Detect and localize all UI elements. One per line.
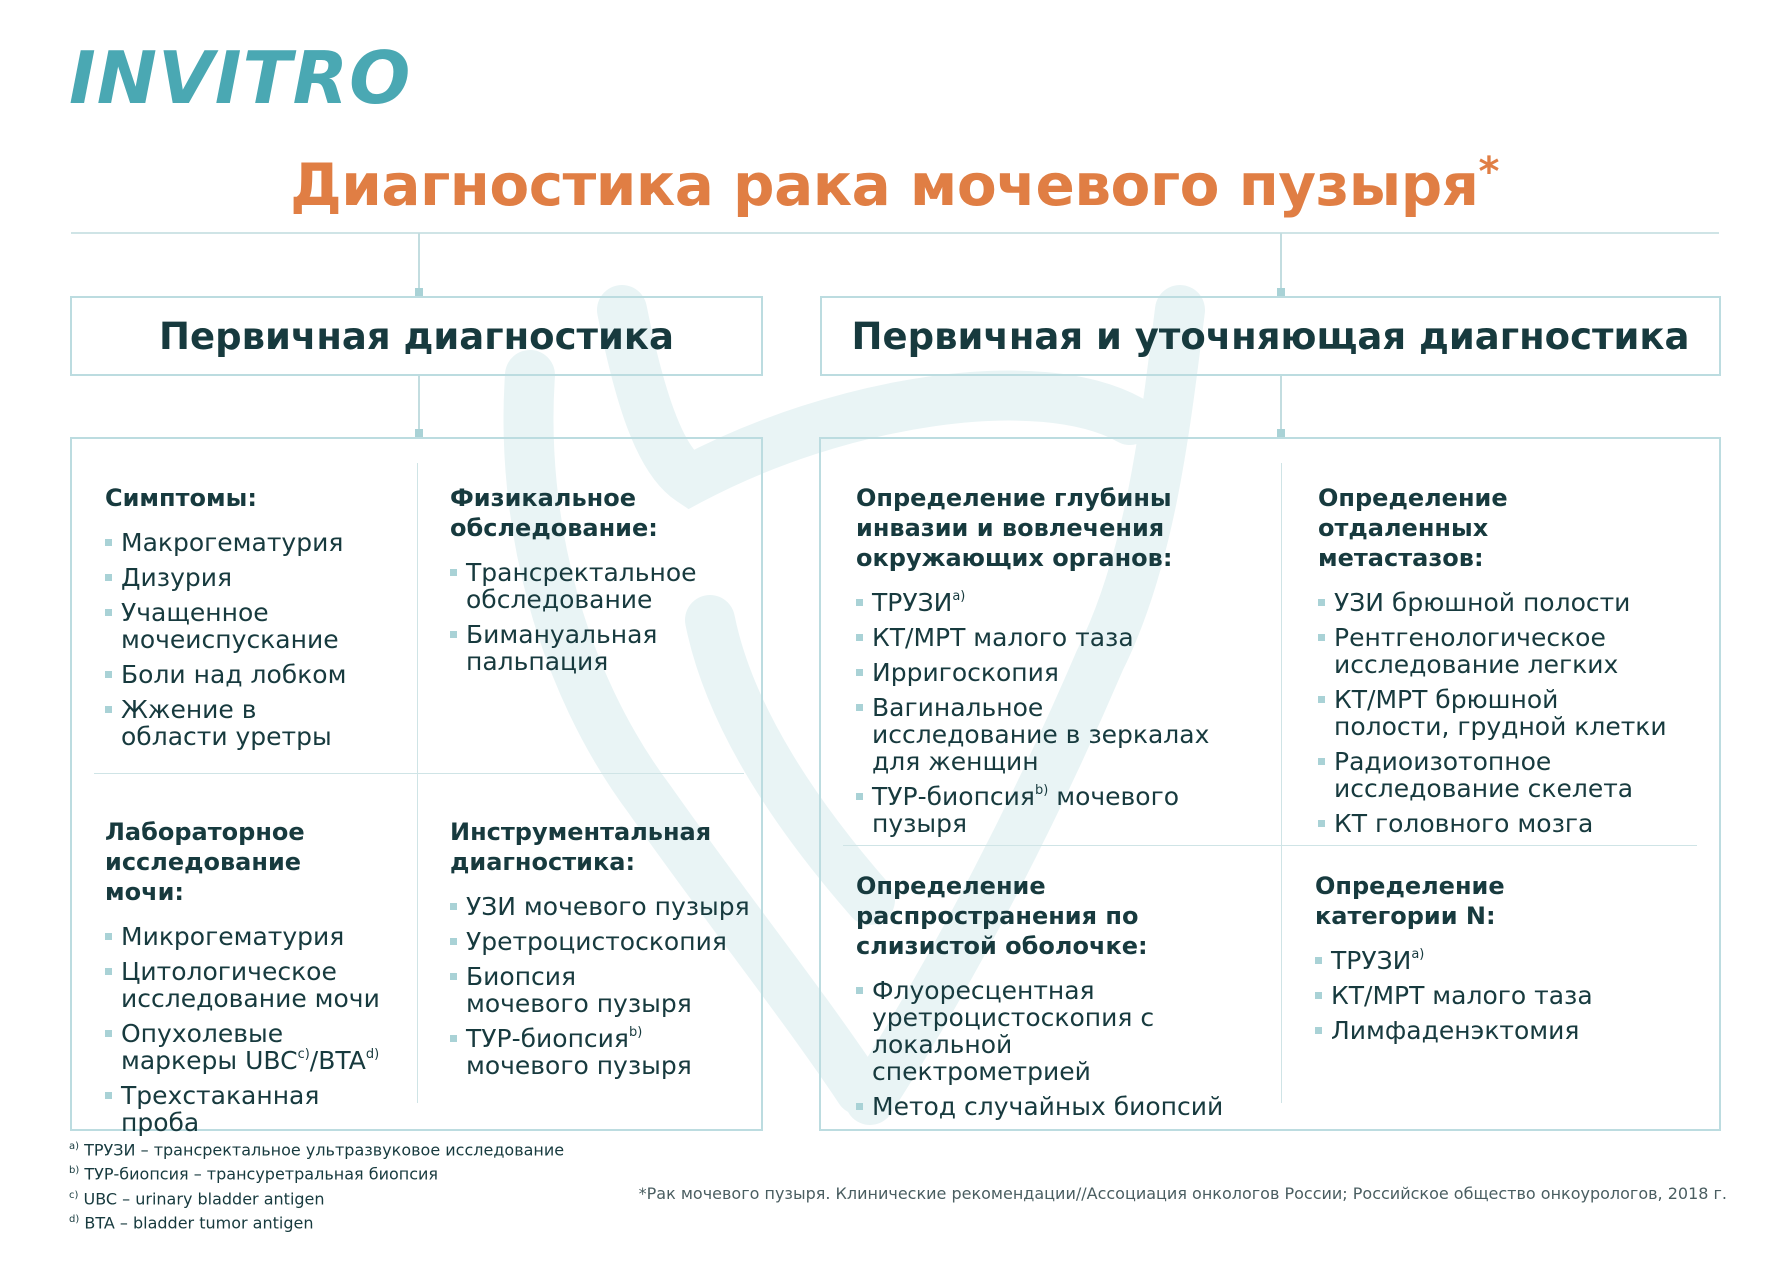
connector-dot [1277, 288, 1285, 296]
list-item-text: мочевого пузыря [872, 782, 1180, 838]
footnote-mark: a) [952, 588, 966, 604]
list-item [105, 599, 405, 653]
list-item-text: Биопсия мочевого пузыря [466, 962, 692, 1018]
footnote [69, 1136, 564, 1160]
list-item: Трехстаканная проба [105, 1082, 405, 1136]
right-vertical-divider [1281, 463, 1282, 1103]
section-invasion [856, 483, 1256, 845]
section-title [856, 483, 1256, 573]
list-item: Метод случайных биопсий [856, 1093, 1256, 1120]
section-instrumental [450, 817, 750, 1087]
page-title [0, 149, 1789, 219]
section-physical [450, 483, 750, 683]
list-item: Лимфаденэктомия [1315, 1017, 1705, 1044]
list-item-text: КТ/МРТ брюшной полости, грудной клетки [1334, 685, 1667, 741]
list-item-text: Рентгенологическое исследование легких [1334, 623, 1619, 679]
list-item [105, 958, 405, 1012]
section-category-n [1315, 871, 1705, 1052]
connector-right-top [1280, 233, 1282, 291]
section-title: Симптомы: [105, 484, 257, 512]
list-item-text: Флуоресцентная уретроцистоскопия с локальной спектрометрией [872, 976, 1155, 1086]
footnote [69, 1160, 564, 1184]
list-item: Ирригоскопия [856, 659, 1256, 686]
footnote-mark: b) [628, 1024, 643, 1040]
footnote-mark: b) [69, 1165, 80, 1177]
left-header-title: Первичная диагностика [159, 314, 674, 358]
left-vertical-divider [417, 463, 418, 1103]
source-citation: *Рак мочевого пузыря. Клинические рекомендации//Ассоциация онкологов России; Российское общество онкоурологов, 2018 г. [638, 1184, 1727, 1203]
list-item-text: Бимануальная пальпация [466, 620, 658, 676]
list-item [856, 783, 1256, 837]
list-item [856, 589, 1256, 616]
footnote-mark: c) [297, 1046, 310, 1062]
list-item: КТ головного мозга [1318, 810, 1708, 837]
title-text: Диагностика рака мочевого пузыря [290, 151, 1479, 219]
list-item [1315, 947, 1705, 974]
section-title-text: Определение отдаленных метастазов: [1318, 484, 1508, 572]
footnote-text: ТРУЗИ – трансректальное ультразвуковое исследование [84, 1140, 565, 1160]
footnote-text: BTA – bladder tumor antigen [84, 1213, 314, 1233]
list-item-text: ТРУЗИ [872, 588, 953, 617]
list-item [450, 621, 750, 675]
section-title-text: Определение категории N: [1315, 872, 1505, 930]
connector-dot [415, 429, 423, 437]
list-item-text [121, 1020, 391, 1074]
list-item [105, 1020, 405, 1074]
list-item: Дизурия [105, 564, 405, 591]
list-item-text: мочевого пузыря [466, 1051, 692, 1080]
list-item-text: Учащенное мочеиспускание [121, 598, 339, 654]
section-lab [105, 817, 405, 1144]
section-title-text: Определение глубины инвазии и вовлечения окружающих органов: [856, 484, 1173, 572]
list-item [450, 1025, 750, 1079]
footnote [69, 1209, 564, 1233]
footnote-mark: a) [1411, 946, 1425, 962]
section-title-text: Инструментальная диагностика: [450, 818, 712, 876]
marker-sep: /BTA [309, 1046, 366, 1075]
list-item: КТ/МРТ малого таза [1315, 982, 1705, 1009]
list-item [1318, 748, 1708, 802]
invitro-logo: INVITRO [69, 36, 412, 120]
list-item [1318, 624, 1708, 678]
footnotes [69, 1136, 564, 1233]
connector-left-top [418, 233, 420, 291]
list-item-text: Вагинальное исследование в зеркалах для женщин [872, 693, 1210, 776]
section-metastases [1318, 483, 1708, 845]
list-item [856, 977, 1256, 1085]
list-item-text: Жжение в области уретры [121, 695, 332, 751]
section-title [856, 871, 1256, 961]
footnote-mark: d) [69, 1213, 80, 1225]
title-asterisk: * [1478, 149, 1499, 195]
footnote-text: UBC – urinary bladder antigen [83, 1188, 325, 1208]
footnote [69, 1185, 564, 1209]
connector-dot [415, 288, 423, 296]
section-title-text: Определение распространения по слизистой оболочке: [856, 872, 1148, 960]
list-item: КТ/МРТ малого таза [856, 624, 1256, 651]
connector-dot [1277, 429, 1285, 437]
footnote-mark: a) [69, 1141, 80, 1152]
right-horizontal-divider [843, 845, 1697, 846]
list-item-text: ТРУЗИ [1331, 946, 1412, 975]
list-item: Боли над лобком [105, 661, 405, 688]
list-item-text: ТУР-биопсия [466, 1024, 629, 1053]
section-symptoms [105, 483, 405, 758]
left-horizontal-divider [94, 773, 744, 774]
right-header-title: Первичная и уточняющая диагностика [851, 314, 1690, 358]
section-title-text: Лабораторное исследование мочи: [105, 818, 305, 906]
list-item: Макрогематурия [105, 529, 405, 556]
footnote-mark: d) [365, 1046, 380, 1062]
list-item-text: Трансректальное обследование [466, 558, 697, 614]
list-item: Микрогематурия [105, 923, 405, 950]
list-item [450, 963, 750, 1017]
section-mucosa [856, 871, 1256, 1128]
section-title [450, 817, 750, 877]
list-item: Уретроцистоскопия [450, 928, 750, 955]
left-header-box [70, 296, 763, 376]
list-item: УЗИ мочевого пузыря [450, 893, 750, 920]
section-title [1318, 483, 1708, 573]
list-item [450, 559, 750, 613]
footnote-mark: b) [1034, 782, 1049, 798]
list-item [856, 694, 1256, 775]
right-header-box [820, 296, 1721, 376]
section-title [105, 817, 405, 907]
section-title [1315, 871, 1705, 931]
list-item-text: Цитологическое исследование мочи [121, 957, 380, 1013]
list-item [1318, 686, 1708, 740]
list-item-text: ТУР-биопсия [872, 782, 1035, 811]
list-item [105, 696, 405, 750]
footnote-mark: c) [69, 1189, 79, 1201]
section-title [450, 483, 750, 543]
footnote-text: ТУР-биопсия – трансуретральная биопсия [84, 1164, 439, 1184]
marker-text: Опухолевые маркеры UBC [121, 1019, 298, 1075]
section-title-text: Физикальное обследование: [450, 484, 658, 542]
list-item: УЗИ брюшной полости [1318, 589, 1708, 616]
title-divider [71, 232, 1719, 234]
list-item-text: Радиоизотопное исследование скелета [1334, 747, 1634, 803]
connector-right-mid [1280, 376, 1282, 432]
connector-left-mid [418, 376, 420, 432]
